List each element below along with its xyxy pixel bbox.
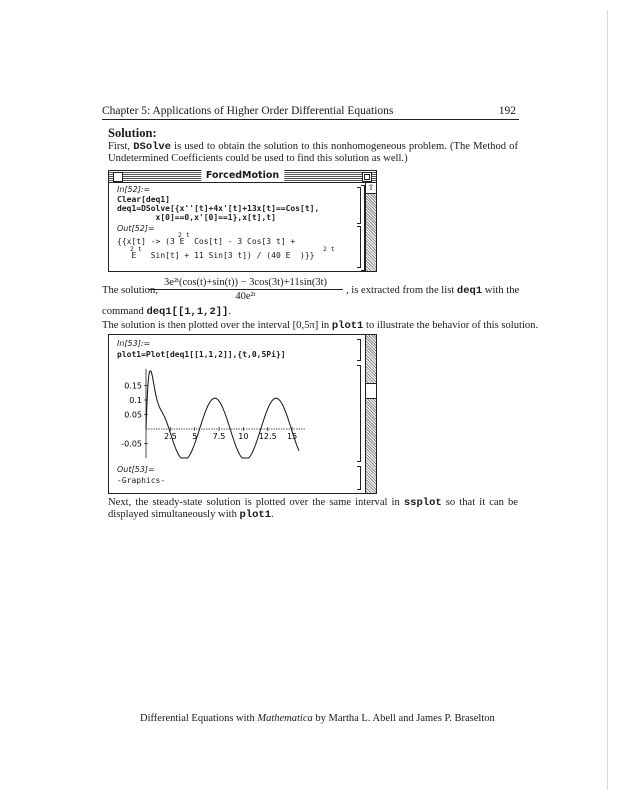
scroll-up-arrow-icon[interactable]: ⇧	[367, 183, 375, 192]
suffix-code: deq1	[456, 285, 483, 297]
plot-text-b: to illustrate the behavior of this solution.	[363, 320, 539, 331]
x-tick-label: 10	[238, 432, 249, 441]
output-exponent-3: 2 t	[323, 245, 335, 253]
output-line-1: {{x[t] -> (3 E Cos[t] - 3 Cos[3 t] +	[117, 237, 296, 246]
output-exponent-2: 2 t	[130, 245, 142, 253]
y-tick-label: -0.05	[121, 439, 142, 449]
p1-text-b: is used to obtain the solution to this nonhomogeneous problem. (The Method of Undetermined Coefficients could be used to find this solution as well.)	[108, 141, 518, 164]
page-edge	[607, 10, 608, 790]
window-titlebar[interactable]	[109, 171, 376, 183]
solution-paragraph	[108, 141, 518, 165]
fraction-denominator: 40e²ᵗ	[235, 291, 256, 302]
output-line-2: E Sin[t] + 11 Sin[3 t]) / (40 E )}}	[117, 251, 315, 260]
closing-text-b: so that it can be displayed simultaneously with	[108, 497, 518, 520]
notebook-window-plot[interactable]	[108, 334, 377, 494]
footer-text-a: Differential Equations with	[140, 713, 258, 724]
chapter-title: Chapter 5: Applications of Higher Order Differential Equations	[102, 105, 394, 117]
input-code-line-1[interactable]: Clear[deq1]	[117, 195, 170, 204]
plot-input-label: In[53]:=	[117, 339, 151, 348]
window-title: ForcedMotion	[201, 170, 284, 182]
x-tick-label: 12.5	[258, 432, 277, 441]
plot-output-value: -Graphics-	[117, 476, 166, 485]
plot-input-code[interactable]: plot1=Plot[deq1[[1,1,2]],{t,0,5Pi}]	[117, 350, 286, 359]
footer-text-b: by Martha L. Abell and James P. Braselton	[312, 713, 495, 724]
solution-fraction	[148, 277, 343, 302]
fraction-numerator: 3e²ᵗ(cos(t)+sin(t)) − 3cos(3t)+11sin(3t)	[148, 277, 343, 290]
cmd-text-a: command	[102, 306, 147, 317]
input-code-line-3[interactable]: x[0]==0,x'[0]==1},x[t],t]	[117, 213, 276, 222]
command-line	[102, 306, 231, 318]
cmd-code: deq1[[1,1,2]]	[146, 306, 229, 318]
solution-suffix	[346, 285, 519, 297]
output-label: Out[52]=	[117, 224, 155, 233]
solution-curve	[146, 371, 299, 458]
output-exponent-1: 2 t	[178, 231, 190, 239]
plot-output-label: Out[53]=	[117, 465, 155, 474]
close-box-icon[interactable]	[113, 172, 123, 182]
x-tick-label: 7.5	[212, 432, 226, 441]
scroll-thumb[interactable]	[366, 383, 376, 399]
plot-text-a: The solution is then plotted over the interval [0,5π] in	[102, 320, 332, 331]
closing-code-2: plot1	[239, 509, 272, 521]
closing-paragraph	[108, 497, 518, 521]
page-footer	[140, 713, 495, 724]
closing-code-1: ssplot	[403, 497, 442, 509]
page-number: 192	[498, 105, 516, 117]
p1-text-a: First,	[108, 141, 134, 152]
header-rule	[102, 119, 519, 120]
zoom-box-icon[interactable]	[362, 172, 372, 182]
x-tick-label: 15	[287, 432, 298, 441]
plot-input-bracket[interactable]	[357, 339, 361, 361]
x-tick-label: 5	[192, 432, 198, 441]
plot-graphics-bracket[interactable]	[357, 365, 361, 462]
solution-heading: Solution:	[108, 126, 157, 140]
y-tick-label: 0.05	[124, 410, 142, 420]
suffix-text-a: , is extracted from the list	[346, 285, 457, 296]
input-label: In[52]:=	[117, 185, 151, 194]
suffix-text-b: with the	[482, 285, 520, 296]
plot-vertical-scrollbar[interactable]	[365, 335, 376, 493]
y-tick-label: 0.15	[124, 381, 142, 391]
plot-code: plot1	[331, 320, 364, 332]
plot-output-bracket[interactable]	[357, 466, 361, 490]
x-tick-label: 2.5	[163, 432, 177, 441]
p1-code: DSolve	[133, 141, 172, 153]
running-header	[102, 105, 516, 117]
notebook-window-forcedmotion[interactable]	[108, 170, 377, 272]
y-tick-label: 0.1	[129, 396, 142, 405]
solution-prefix: The solution,	[102, 285, 158, 296]
closing-text-c: .	[271, 509, 274, 520]
plot-intro-line	[102, 320, 538, 332]
plot-curve	[146, 371, 299, 458]
footer-italic: Mathematica	[257, 713, 313, 724]
input-code-line-2[interactable]: deq1=DSolve[{x''[t]+4x'[t]+13x[t]==Cos[t],	[117, 204, 320, 213]
closing-text-a: Next, the steady-state solution is plotted over the same interval in	[108, 497, 404, 508]
cmd-text-b: .	[228, 306, 232, 317]
vertical-scrollbar[interactable]	[365, 183, 376, 271]
